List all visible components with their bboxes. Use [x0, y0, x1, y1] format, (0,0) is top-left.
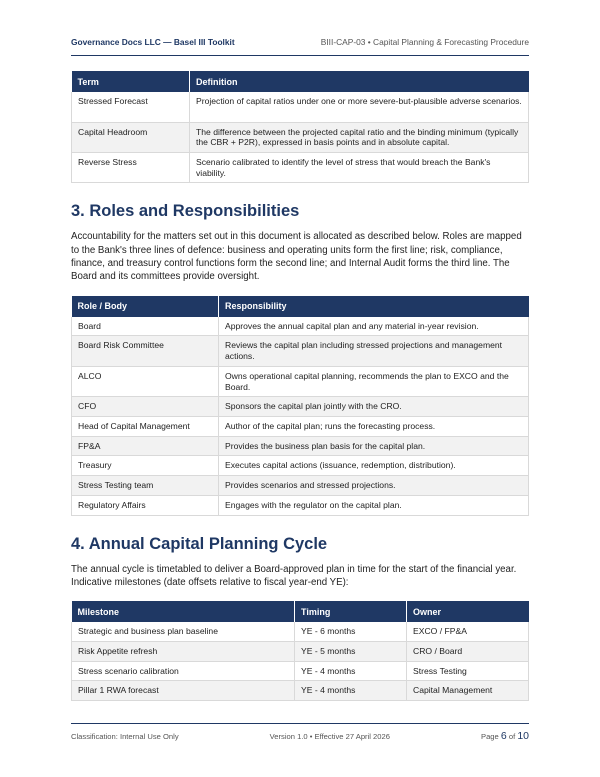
table-header-row	[72, 71, 529, 92]
timing-cell: YE - 4 months	[295, 681, 407, 701]
column-header: Milestone	[72, 601, 295, 622]
header-company: Governance Docs LLC — Basel III Toolkit	[71, 37, 235, 47]
table-row	[72, 495, 529, 515]
milestones-table	[71, 601, 529, 701]
responsibility-cell: Provides scenarios and stressed projections.	[219, 476, 529, 496]
page-current: 6	[500, 730, 507, 742]
footer-version: Version 1.0 • Effective 27 April 2026	[269, 731, 390, 741]
role-cell: Head of Capital Management	[72, 416, 219, 436]
responsibility-cell: Executes capital actions (issuance, redemption, distribution).	[219, 456, 529, 476]
owner-cell: CRO / Board	[407, 641, 529, 661]
section-body: Accountability for the matters set out in this document is allocated as described below. Roles are mapped to the Bank's three lines of defence: business and operating units form the first line; risk, compliance, finance, and treasury control functions form the second line; and Internal Audit forms the third line. The Board and its committees provide oversight.	[71, 231, 522, 283]
header-divider	[71, 55, 529, 56]
role-cell: FP&A	[72, 436, 219, 456]
table-row	[72, 92, 529, 122]
table-header-row	[72, 601, 529, 622]
column-header: Responsibility	[219, 296, 529, 317]
column-header: Timing	[295, 601, 407, 622]
role-cell: Board	[72, 317, 219, 336]
term-cell: Capital Headroom	[72, 122, 190, 152]
table-row	[72, 661, 529, 681]
table-header-row	[72, 296, 529, 317]
section-heading: 3. Roles and Responsibilities	[71, 202, 300, 221]
column-header: Role / Body	[72, 296, 219, 317]
page-content	[71, 71, 529, 701]
role-cell: ALCO	[72, 366, 219, 396]
role-cell: Regulatory Affairs	[72, 495, 219, 515]
column-header: Definition	[190, 71, 529, 92]
term-cell: Reverse Stress	[72, 152, 190, 182]
page-of: of	[508, 732, 516, 741]
timing-cell: YE - 6 months	[295, 622, 407, 641]
timing-cell: YE - 4 months	[295, 661, 407, 681]
section-heading: 4. Annual Capital Planning Cycle	[71, 534, 328, 553]
page-total: 10	[517, 730, 529, 742]
page-number	[481, 730, 529, 742]
definition-cell: The difference between the projected capital ratio and the binding minimum (typically the CBR + P2R), expressed in basis points and in absolute capital.	[190, 122, 529, 152]
owner-cell: Capital Management	[407, 681, 529, 701]
definition-cell: Projection of capital ratios under one or more severe-but-plausible adverse scenarios.	[190, 92, 529, 122]
roles-table	[71, 296, 529, 516]
role-cell: CFO	[72, 397, 219, 417]
responsibility-cell: Reviews the capital plan including stressed projections and management actions.	[219, 336, 529, 366]
section-body: The annual cycle is timetabled to deliver a Board-approved plan in time for the start of the financial year. Indicative milestones (date offsets relative to fiscal year-end YE):	[71, 563, 517, 588]
definition-cell: Scenario calibrated to identify the level of stress that would breach the Bank's viability.	[190, 152, 529, 182]
milestone-cell: Stress scenario calibration	[72, 661, 295, 681]
responsibility-cell: Owns operational capital planning, recommends the plan to EXCO and the Board.	[219, 366, 529, 396]
table-row	[72, 416, 529, 436]
page-footer	[71, 729, 529, 743]
responsibility-cell: Provides the business plan basis for the capital plan.	[219, 436, 529, 456]
table-row	[72, 641, 529, 661]
footer-divider	[71, 723, 529, 724]
table-row	[72, 336, 529, 366]
milestone-cell: Strategic and business plan baseline	[72, 622, 295, 641]
timing-cell: YE - 5 months	[295, 641, 407, 661]
table-row	[72, 436, 529, 456]
owner-cell: Stress Testing	[407, 661, 529, 681]
table-row	[72, 476, 529, 496]
table-row	[72, 397, 529, 417]
footer-classification: Classification: Internal Use Only	[71, 731, 179, 741]
table-row	[72, 152, 529, 182]
role-cell: Stress Testing team	[72, 476, 219, 496]
table-row	[72, 122, 529, 152]
column-header: Term	[72, 71, 190, 92]
role-cell: Board Risk Committee	[72, 336, 219, 366]
table-row	[72, 622, 529, 641]
term-cell: Stressed Forecast	[72, 92, 190, 122]
responsibility-cell: Engages with the regulator on the capital plan.	[219, 495, 529, 515]
table-row	[72, 681, 529, 701]
definitions-table	[71, 71, 529, 183]
page-header	[71, 33, 529, 51]
responsibility-cell: Sponsors the capital plan jointly with the CRO.	[219, 397, 529, 417]
milestone-cell: Pillar 1 RWA forecast	[72, 681, 295, 701]
responsibility-cell: Author of the capital plan; runs the forecasting process.	[219, 416, 529, 436]
table-row	[72, 456, 529, 476]
column-header: Owner	[407, 601, 529, 622]
table-row	[72, 317, 529, 336]
owner-cell: EXCO / FP&A	[407, 622, 529, 641]
table-row	[72, 366, 529, 396]
header-doc-ref: BIII-CAP-03 • Capital Planning & Forecasting Procedure	[320, 37, 529, 47]
page-prefix: Page	[481, 732, 499, 741]
role-cell: Treasury	[72, 456, 219, 476]
responsibility-cell: Approves the annual capital plan and any material in-year revision.	[219, 317, 529, 336]
milestone-cell: Risk Appetite refresh	[72, 641, 295, 661]
